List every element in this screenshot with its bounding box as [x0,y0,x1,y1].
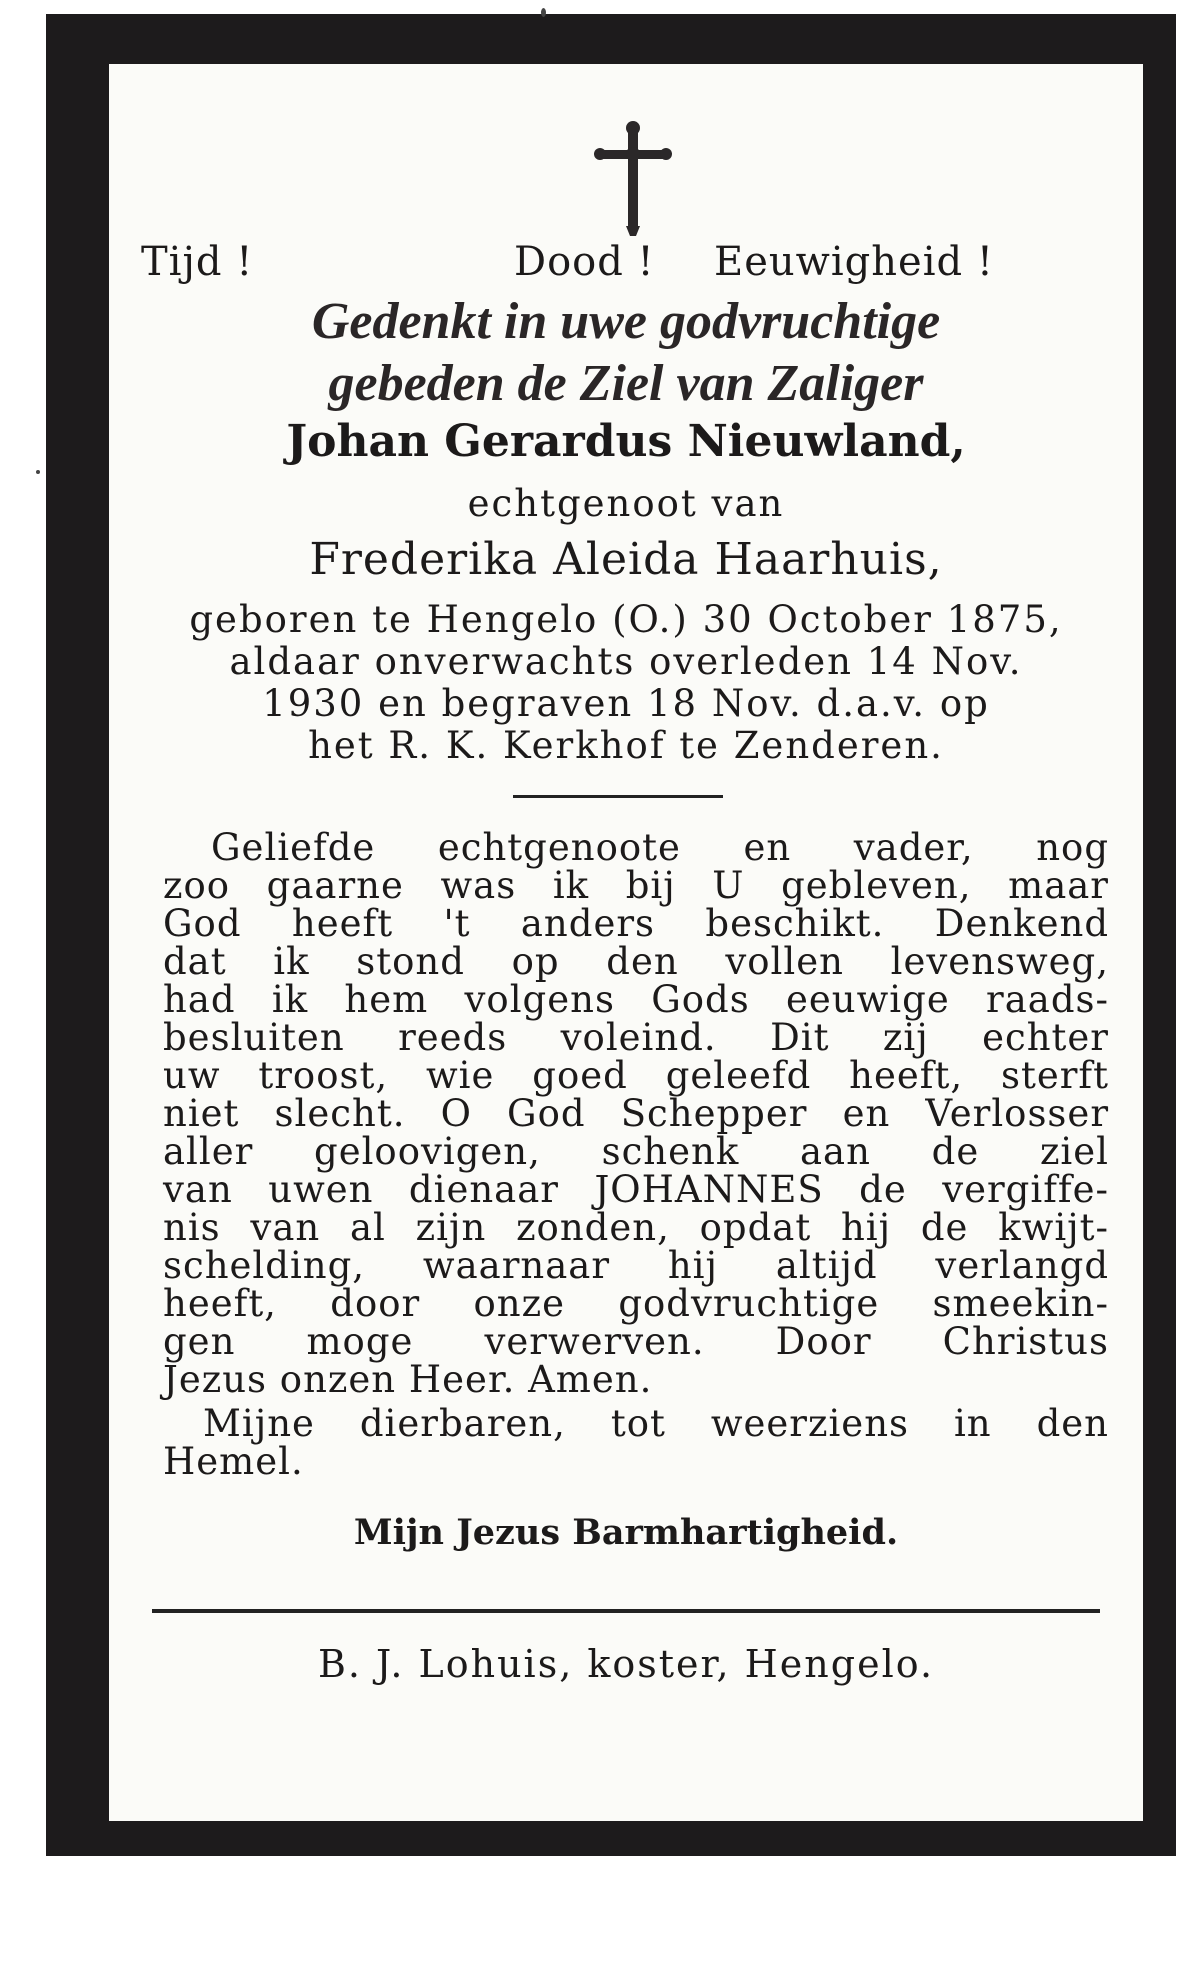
invocation-line-1: Gedenkt in uwe godvruchtige [311,293,941,350]
details-line-2: aldaar onverwachts overleden 14 Nov. [229,640,1023,683]
motto-eternity: Eeuwigheid ! [714,239,994,285]
prayer-line: niet slecht. O God Schepper en Verlosser [163,1092,1109,1135]
prayer-line: uw troost, wie goed geleefd heeft, sterft [163,1054,1109,1097]
footer-divider [152,1609,1100,1613]
farewell-line: Hemel. [163,1440,304,1483]
paper-speck [541,8,546,17]
memorial-card [109,64,1143,1821]
spouse-name: Frederika Aleida Haarhuis, [309,534,943,585]
prayer-line: Jezus onzen Heer. Amen. [163,1358,653,1401]
prayer-line: dat ik stond op den vollen levensweg, [163,940,1109,983]
farewell-line: Mijne dierbaren, tot weerziens in den [203,1402,1109,1445]
details-line-3: 1930 en begraven 18 Nov. d.a.v. op [262,682,990,725]
prayer-line: gen moge verwerven. Door Christus [163,1320,1109,1363]
prayer-line: heeft, door onze godvruchtige smeekin- [163,1282,1109,1325]
cross-icon [594,120,672,236]
prayer-line: besluiten reeds voleind. Dit zij echter [163,1016,1109,1059]
prayer-line: nis van al zijn zonden, opdat hij de kwijt- [163,1206,1109,1249]
paper-speck [36,470,40,474]
prayer-line: Geliefde echtgenoote en vader, nog [211,826,1109,869]
motto-time: Tijd ! [141,239,254,285]
details-line-1: geboren te Hengelo (O.) 30 October 1875, [189,598,1063,641]
spouse-intro: echtgenoot van [467,482,785,525]
prayer-line: aller geloovigen, schenk aan de ziel [163,1130,1109,1173]
invocation-line-2: gebeden de Ziel van Zaliger [328,355,924,412]
printer-credit: B. J. Lohuis, koster, Hengelo. [317,1642,935,1686]
closing-invocation: Mijn Jezus Barmhartigheid. [353,1512,899,1553]
details-line-4: het R. K. Kerkhof te Zenderen. [308,724,944,767]
prayer-line: schelding, waarnaar hij altijd verlangd [163,1244,1109,1287]
prayer-line: van uwen dienaar JOHANNES de vergiffe- [163,1168,1109,1211]
motto-death: Dood ! [514,239,655,285]
memorial-card-border [46,14,1176,1856]
section-divider [513,795,723,798]
deceased-name: Johan Gerardus Nieuwland, [286,416,966,467]
prayer-line: zoo gaarne was ik bij U gebleven, maar [163,864,1109,907]
prayer-line: had ik hem volgens Gods eeuwige raads- [163,978,1109,1021]
prayer-line: God heeft 't anders beschikt. Denkend [163,902,1109,945]
